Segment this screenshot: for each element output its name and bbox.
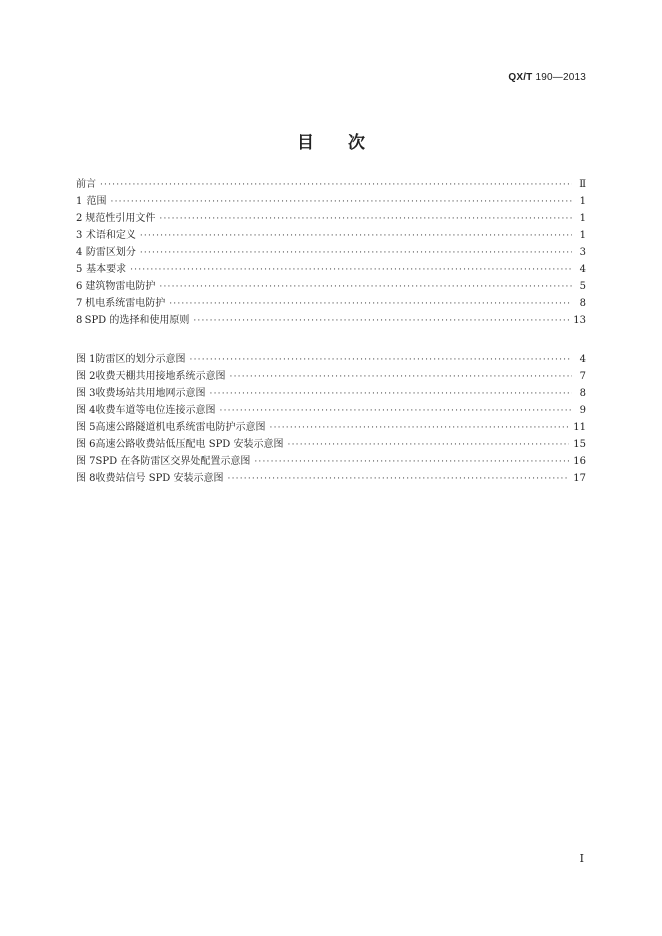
- toc-entry-page: 13: [573, 315, 586, 326]
- leader-dots: [100, 177, 572, 194]
- figure-entry-page: 17: [573, 473, 586, 484]
- leader-dots: [230, 369, 572, 386]
- leader-dots: [254, 454, 569, 471]
- toc-entry-page: 8: [579, 298, 586, 309]
- toc-entry[interactable]: [76, 176, 586, 193]
- leader-dots: [228, 471, 570, 488]
- figure-entry[interactable]: [76, 419, 586, 436]
- figure-entry-number: 图 3: [76, 388, 96, 399]
- figure-entry-label: 收费场站共用地网示意图: [95, 388, 206, 399]
- toc-entry-number: 2: [76, 213, 83, 224]
- toc-entry-page: 4: [579, 264, 586, 275]
- title-char-1: 目: [297, 133, 314, 153]
- leader-dots: [220, 403, 572, 420]
- toc-entry-number: 7: [76, 298, 83, 309]
- figure-entry-page: 11: [573, 422, 586, 433]
- figure-entry-label: SPD 在各防雷区交界处配置示意图: [95, 456, 251, 467]
- leader-dots: [193, 313, 569, 330]
- toc-sections: [76, 176, 586, 329]
- toc-entry-number: 6: [76, 281, 83, 292]
- figure-entry-number: 图 5: [76, 422, 96, 433]
- figure-entry-label: 收费车道等电位连接示意图: [95, 405, 216, 416]
- figure-entry[interactable]: [76, 436, 586, 453]
- figure-entry-page: 8: [579, 388, 586, 399]
- toc-entry[interactable]: [76, 193, 586, 210]
- standard-code: [508, 72, 586, 83]
- leader-dots: [130, 262, 572, 279]
- toc-entry-number: 8: [76, 315, 83, 326]
- toc-entry[interactable]: [76, 312, 586, 329]
- toc-entry-label: 基本要求: [86, 264, 127, 275]
- toc-figures: [76, 351, 586, 487]
- figure-entry-page: 7: [579, 371, 586, 382]
- toc-entry[interactable]: [76, 227, 586, 244]
- page-title: [0, 128, 662, 153]
- toc-entry-number: 4: [76, 247, 83, 258]
- leader-dots: [159, 279, 572, 296]
- figure-entry-number: 图 4: [76, 405, 96, 416]
- figure-entry[interactable]: [76, 402, 586, 419]
- toc-entry-label: 前言: [76, 179, 96, 190]
- figure-entry[interactable]: [76, 470, 586, 487]
- figure-entry-number: 图 2: [76, 371, 96, 382]
- leader-dots: [140, 245, 572, 262]
- toc-entry-page: 1: [579, 230, 586, 241]
- leader-dots: [111, 194, 572, 211]
- toc-entry-label: 防雷区划分: [85, 247, 136, 258]
- leader-dots: [288, 437, 570, 454]
- toc-entry-page: 3: [579, 247, 586, 258]
- leader-dots: [190, 352, 572, 369]
- toc-entry[interactable]: [76, 261, 586, 278]
- figure-entry-label: 高速公路收费站低压配电 SPD 安装示意图: [95, 439, 284, 450]
- figure-entry-number: 图 8: [76, 473, 96, 484]
- figure-entry-label: 高速公路隧道机电系统雷电防护示意图: [95, 422, 266, 433]
- figure-entry-label: 收费站信号 SPD 安装示意图: [95, 473, 224, 484]
- figure-entry-label: 收费天棚共用接地系统示意图: [95, 371, 226, 382]
- toc-entry-label: 范围: [86, 196, 107, 207]
- toc-entry-page: 1: [579, 213, 586, 224]
- standard-number: 190—2013: [535, 72, 586, 83]
- toc-entry-number: 1: [76, 196, 83, 207]
- figure-entry[interactable]: [76, 351, 586, 368]
- figure-entry[interactable]: [76, 385, 586, 402]
- toc-entry-label: SPD 的选择和使用原则: [84, 315, 190, 326]
- figure-entry[interactable]: [76, 453, 586, 470]
- page-number: I: [579, 852, 584, 865]
- leader-dots: [159, 211, 572, 228]
- title-char-2: 次: [348, 133, 365, 153]
- toc-entry[interactable]: [76, 278, 586, 295]
- toc-entry-label: 机电系统雷电防护: [85, 298, 166, 309]
- standard-prefix: QX/T: [508, 72, 533, 83]
- figure-entry-number: 图 1: [76, 354, 96, 365]
- figure-entry-number: 图 6: [76, 439, 96, 450]
- toc-entry-number: 5: [76, 264, 83, 275]
- toc-entry[interactable]: [76, 210, 586, 227]
- leader-dots: [210, 386, 572, 403]
- leader-dots: [169, 296, 572, 313]
- toc-entry-label: 术语和定义: [85, 230, 136, 241]
- toc-entry-page: 1: [579, 196, 586, 207]
- toc-entry[interactable]: [76, 244, 586, 261]
- toc-entry-label: 建筑物雷电防护: [85, 281, 156, 292]
- leader-dots: [140, 228, 572, 245]
- figure-entry-number: 图 7: [76, 456, 96, 467]
- toc-entry-page: 5: [579, 281, 586, 292]
- figure-entry-page: 15: [573, 439, 586, 450]
- toc-entry[interactable]: [76, 295, 586, 312]
- toc-entry-number: 3: [76, 230, 83, 241]
- leader-dots: [270, 420, 570, 437]
- figure-entry-page: 16: [573, 456, 586, 467]
- figure-entry-page: 4: [579, 354, 586, 365]
- figure-entry-label: 防雷区的划分示意图: [95, 354, 186, 365]
- figure-entry[interactable]: [76, 368, 586, 385]
- figure-entry-page: 9: [579, 405, 586, 416]
- toc-entry-label: 规范性引用文件: [85, 213, 156, 224]
- toc-entry-page: Ⅱ: [579, 179, 586, 190]
